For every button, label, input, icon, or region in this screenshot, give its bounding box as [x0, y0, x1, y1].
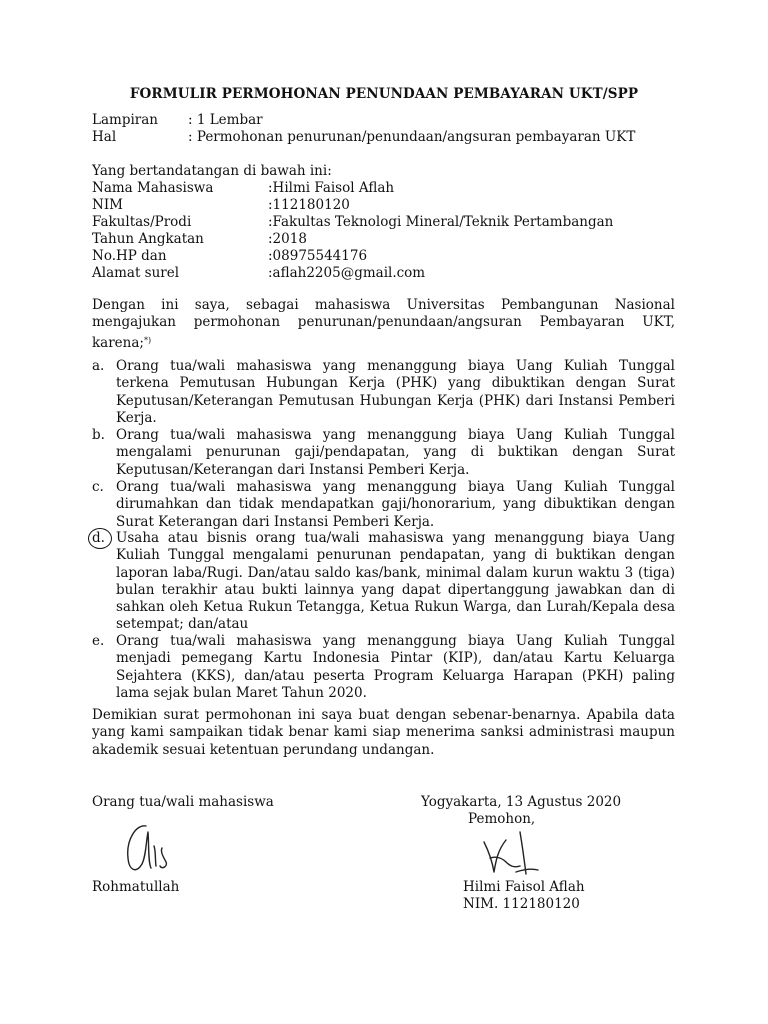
left-signer-name: Rohmatullah — [92, 879, 180, 895]
statement-text: Dengan ini saya, sebagai mahasiswa Universitas Pembangunan Nasional mengajukan permohonan penurunan/penundaan/angsuran Pembayaran UKT, karena; — [92, 297, 675, 351]
field-nama — [92, 180, 394, 197]
reason-text: Orang tua/wali mahasiswa yang menanggung biaya Uang Kuliah Tunggal menjadi pemegang Kartu Indonesia Pintar (KIP), dan/atau Kartu Keluarga Sejahtera (KKS), dan/atau peserta Program Keluarga Harapan (PKH) paling lama sejak bulan Maret Tahun 2020. — [116, 633, 675, 701]
field-nama-label: Nama Mahasiswa — [92, 180, 214, 196]
reason-item-b — [92, 427, 675, 479]
reason-text: Orang tua/wali mahasiswa yang menanggung biaya Uang Kuliah Tunggal mengalami penurunan gaji/pendapatan, yang di buktikan dengan Surat Keputusan/Keterangan dari Instansi Pemberi Kerja. — [116, 427, 675, 478]
meta-hal-value: : Permohonan penurunan/penundaan/angsuran pembayaran UKT — [188, 129, 636, 145]
field-hp-value: :08975544176 — [268, 248, 368, 264]
field-nama-value: :Hilmi Faisol Aflah — [268, 180, 395, 196]
reason-text: Orang tua/wali mahasiswa yang menanggung biaya Uang Kuliah Tunggal terkena Pemutusan Hubungan Kerja (PHK) yang dibuktikan dengan Surat Keputusan/Keterangan Pemutusan Hubungan Kerja (PHK) dari Instansi Pemberi Kerja. — [116, 358, 675, 426]
left-signer-heading: Orang tua/wali mahasiswa — [92, 794, 274, 810]
reason-text: Usaha atau bisnis orang tua/wali mahasiswa yang menanggung biaya Uang Kuliah Tunggal mengalami penurunan pendapatan, yang di buktikan dengan laporan laba/Rugi. Dan/atau saldo kas/bank, minimal dalam kurun waktu 3 (tiga) bulan terakhir atau bukti lainnya yang dapat dipertanggung jawabkan dan di sahkan oleh Ketua Rukun Tetangga, Ketua Rukun Warga, dan Lurah/Kepala desa setempat; dan/atau — [116, 530, 675, 633]
meta-lampiran — [92, 112, 263, 129]
right-signer-heading: Pemohon, — [468, 811, 536, 827]
reason-marker: e. — [92, 633, 105, 649]
field-nim — [92, 197, 350, 214]
reason-marker: a. — [92, 358, 105, 374]
reason-marker: b. — [92, 427, 105, 443]
document-title: FORMULIR PERMOHONAN PENUNDAAN PEMBAYARAN UKT/SPP — [129, 86, 639, 102]
statement-footnote-mark: *) — [143, 335, 152, 345]
reason-item-e — [92, 633, 675, 702]
field-surel-value: :aflah2205@gmail.com — [268, 265, 426, 281]
statement-paragraph — [92, 297, 675, 352]
field-hp — [92, 248, 367, 265]
reason-item-d — [92, 530, 675, 634]
meta-hal-label: Hal — [92, 129, 117, 145]
field-angkatan-value: :2018 — [268, 231, 307, 247]
closing-paragraph: Demikian surat permohonan ini saya buat dengan sebenar-benarnya. Apabila data yang kami sampaikan tidak benar kami siap menerima sanksi administrasi maupun akademik sesuai ketentuan perundang undangan. — [92, 707, 675, 758]
place-date: Yogyakarta, 13 Agustus 2020 — [421, 794, 622, 810]
hand-drawn-circle-mark — [88, 528, 112, 549]
meta-hal — [92, 129, 635, 146]
field-fakultas-label: Fakultas/Prodi — [92, 214, 192, 230]
right-signer-nim: NIM. 112180120 — [463, 896, 580, 912]
right-signature-icon — [476, 828, 546, 880]
left-signature-icon — [118, 818, 188, 880]
reason-text: Orang tua/wali mahasiswa yang menanggung biaya Uang Kuliah Tunggal dirumahkan dan tidak mendapatkan gaji/honorarium, yang dibuktikan dengan Surat Keterangan dari Instansi Pemberi Kerja. — [116, 479, 675, 530]
meta-lampiran-value: : 1 Lembar — [188, 112, 263, 128]
reason-marker: c. — [92, 479, 104, 495]
field-surel — [92, 265, 425, 282]
meta-lampiran-label: Lampiran — [92, 112, 158, 128]
field-nim-label: NIM — [92, 197, 123, 213]
field-angkatan — [92, 231, 307, 248]
intro-text: Yang bertandatangan di bawah ini: — [92, 163, 332, 179]
right-signer-name: Hilmi Faisol Aflah — [463, 879, 585, 895]
field-angkatan-label: Tahun Angkatan — [92, 231, 204, 247]
field-fakultas — [92, 214, 613, 231]
reason-item-c — [92, 479, 675, 531]
reason-item-a — [92, 358, 675, 427]
reason-marker: d. — [92, 530, 105, 546]
field-fakultas-value: :Fakultas Teknologi Mineral/Teknik Pertambangan — [268, 214, 614, 230]
field-surel-label: Alamat surel — [92, 265, 180, 281]
field-nim-value: :112180120 — [268, 197, 350, 213]
field-hp-label: No.HP dan — [92, 248, 167, 264]
